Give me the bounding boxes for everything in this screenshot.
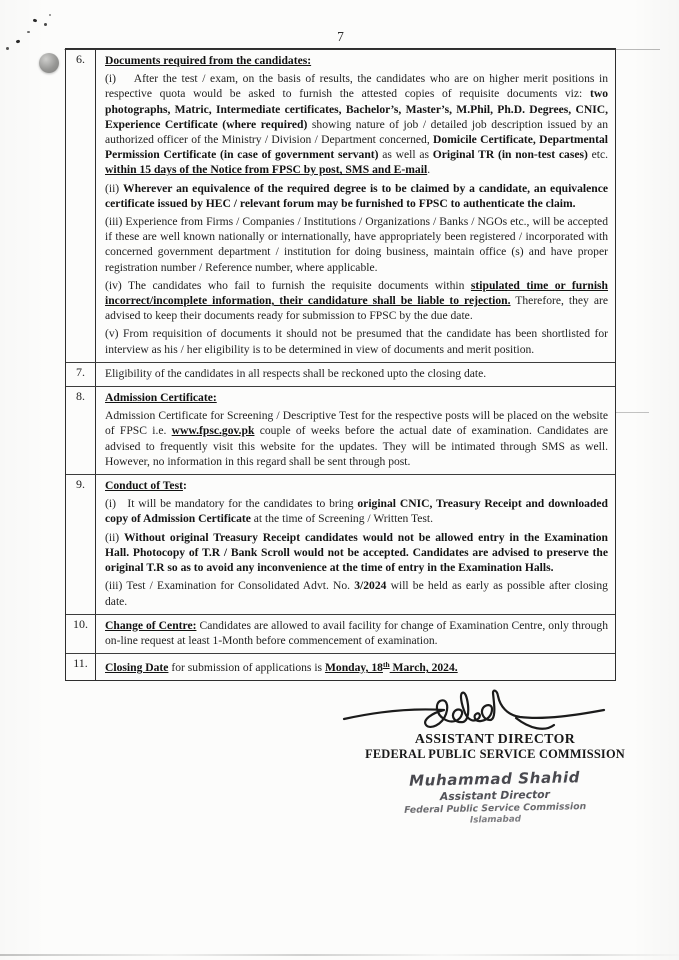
section-heading (105, 53, 608, 68)
text-segment: Domicile Certificate, Departmental Permission Certificate (in case of government servant) (105, 133, 608, 162)
ink-speckle (49, 14, 51, 16)
official-stamp (329, 767, 660, 829)
content-paragraph (105, 657, 608, 675)
row-content-cell (96, 387, 615, 474)
text-segment: Documents required from the candidates: (105, 54, 312, 67)
text-segment: (ii) (105, 530, 125, 544)
handwritten-signature (340, 689, 612, 733)
content-paragraph (105, 214, 608, 275)
content-paragraph (105, 408, 608, 469)
row-content-cell (96, 363, 615, 386)
row-content-cell (96, 654, 615, 680)
text-segment: (iii) Experience from Firms / Companies / Institutions / Organizations / Banks / NGOs etc., will be accepted if these are well known nationally or internationally, have appropriately been registered / incorporated with concerned government department / institution for doing business, maintain office (s) and have proper registration number / Reference number, where applicable. (105, 215, 608, 274)
text-segment: original CNIC, Treasury Receipt and downloaded copy of Admission Certificate (105, 497, 608, 526)
text-segment: Change of Centre: (105, 618, 197, 632)
row-content-cell (96, 475, 615, 614)
stamp-organization: Federal Public Service Commission (404, 801, 587, 817)
requirements-table (65, 48, 616, 681)
text-segment: Closing Date (105, 661, 169, 675)
content-paragraph (105, 71, 608, 177)
text-segment: Eligibility of the candidates in all respects shall be reckoned upto the closing date. (105, 366, 487, 380)
text-segment: (i) After the test / exam, on the basis of results, the candidates who are on higher merit positions in respective quota would be asked to furnish the attested copies of requisite documents viz: (105, 72, 608, 101)
ink-speckle (33, 18, 38, 22)
table-row (66, 50, 615, 363)
text-segment: (iii) Test / Examination for Consolidated Advt. No. (105, 579, 355, 593)
text-segment: will be held as early as possible after closing date. (105, 579, 608, 608)
text-segment: two photographs, Matric, Intermediate certificates, Bachelor’s, Master’s, M.Phil, Ph.D. Degrees, CNIC, Experience Certificate (where required) (105, 87, 608, 131)
text-segment: at the time of Screening / Written Test. (250, 512, 434, 526)
content-paragraph (105, 578, 608, 608)
text-segment: Admission Certificate: (105, 391, 217, 405)
text-segment: (i) It will be mandatory for the candidates to bring (105, 497, 358, 511)
stamp-name: Muhammad Shahid (408, 768, 581, 791)
row-number-cell: 11. (66, 654, 96, 680)
table-row (66, 475, 615, 615)
text-segment: Without original Treasury Receipt candidates would not be allowed entry in the Examination Hall. Photocopy of T.R / Bank Scroll would not be accepted. Candidates are advised to preserve the original T.R so as to avoid any inconvenience at the time of entry in the Examination Halls. (105, 530, 608, 575)
row-number-cell: 10. (66, 615, 96, 653)
content-paragraph (105, 618, 608, 648)
text-segment: Original TR (in non-test cases) (432, 148, 588, 162)
section-heading (105, 478, 608, 493)
hole-punch-mark (39, 53, 59, 73)
text-segment: (ii) (105, 181, 124, 195)
content-paragraph (105, 366, 608, 381)
text-segment: Admission Certificate for Screening / Descriptive Test for the respective posts will be placed on the website of FPSC i.e. (105, 409, 608, 438)
row-number-cell: 7. (66, 363, 96, 386)
text-segment: Monday, 18 (324, 661, 383, 675)
scan-line-artifact (616, 412, 649, 413)
table-row (66, 654, 615, 680)
table-row (66, 363, 615, 387)
page-number: 7 (337, 29, 344, 44)
text-segment: for submission of applications is (168, 661, 325, 675)
text-segment: as well as (378, 148, 433, 162)
signatory-organization: FEDERAL PUBLIC SERVICE COMMISSION (365, 747, 625, 762)
ink-speckle (6, 47, 9, 50)
row-content-cell (96, 50, 615, 362)
text-segment: March, 2024. (389, 661, 458, 675)
scan-line-artifact (64, 49, 660, 50)
content-paragraph (105, 326, 608, 356)
text-segment: Conduct of Test (105, 479, 183, 493)
text-segment: www.fpsc.gov.pk (171, 424, 255, 438)
text-segment: etc. (587, 148, 609, 162)
ink-speckle (44, 23, 47, 26)
table-row (66, 387, 615, 475)
table-row (66, 615, 615, 654)
text-segment: 3/2024 (354, 579, 387, 593)
row-number-cell: 6. (66, 50, 96, 362)
content-paragraph (105, 278, 608, 324)
content-paragraph (105, 496, 608, 526)
stamp-title: Assistant Director (439, 788, 551, 804)
text-segment: th (382, 660, 390, 670)
text-segment: (iv) The candidates who fail to furnish the requisite documents within (105, 278, 471, 292)
ink-speckle (27, 31, 30, 33)
row-number-cell: 9. (66, 475, 96, 614)
text-segment: : (182, 479, 187, 493)
row-number-cell: 8. (66, 387, 96, 474)
text-segment: Candidates are allowed to avail facility for change of Examination Centre, only through on-line request at least 1-Month before commencement of examination. (105, 618, 608, 647)
section-heading (105, 390, 608, 405)
text-segment: couple of weeks before the actual date of examination. Candidates are advised to frequently visit this website for the updates. They will be intimated through SMS as well. However, no information in this regard shall be sent through post. (105, 424, 609, 468)
signature-block (330, 689, 660, 825)
text-segment: within 15 days of the Notice from FPSC by post, SMS and E-mail (105, 163, 428, 177)
content-paragraph (105, 181, 608, 211)
content-paragraph (105, 530, 608, 576)
text-segment: showing nature of job / detailed job description issued by an authorized officer of the Ministry / Division / Department concerned, (105, 117, 608, 147)
text-segment: Therefore, they are advised to keep their documents ready for submission to FPSC by the due date. (105, 294, 608, 323)
stamp-city: Islamabad (469, 814, 522, 826)
ink-speckle (16, 40, 21, 44)
page-edge-line (0, 954, 679, 956)
text-segment: Wherever an equivalence of the required degree is to be claimed by a candidate, an equivalence certificate issued by HEC / relevant forum may be furnished to FPSC to authenticate the claim. (105, 181, 609, 210)
text-segment: . (427, 163, 431, 177)
row-content-cell (96, 615, 615, 653)
text-segment: (v) From requisition of documents it should not be presumed that the candidate has been shortlisted for interview as his / her eligibility is to be determined in view of documents and merit position. (105, 327, 608, 356)
text-segment: stipulated time or furnish incorrect/incomplete information, their candidature shall be liable to rejection. (105, 278, 609, 308)
signatory-title: ASSISTANT DIRECTOR (414, 731, 576, 747)
